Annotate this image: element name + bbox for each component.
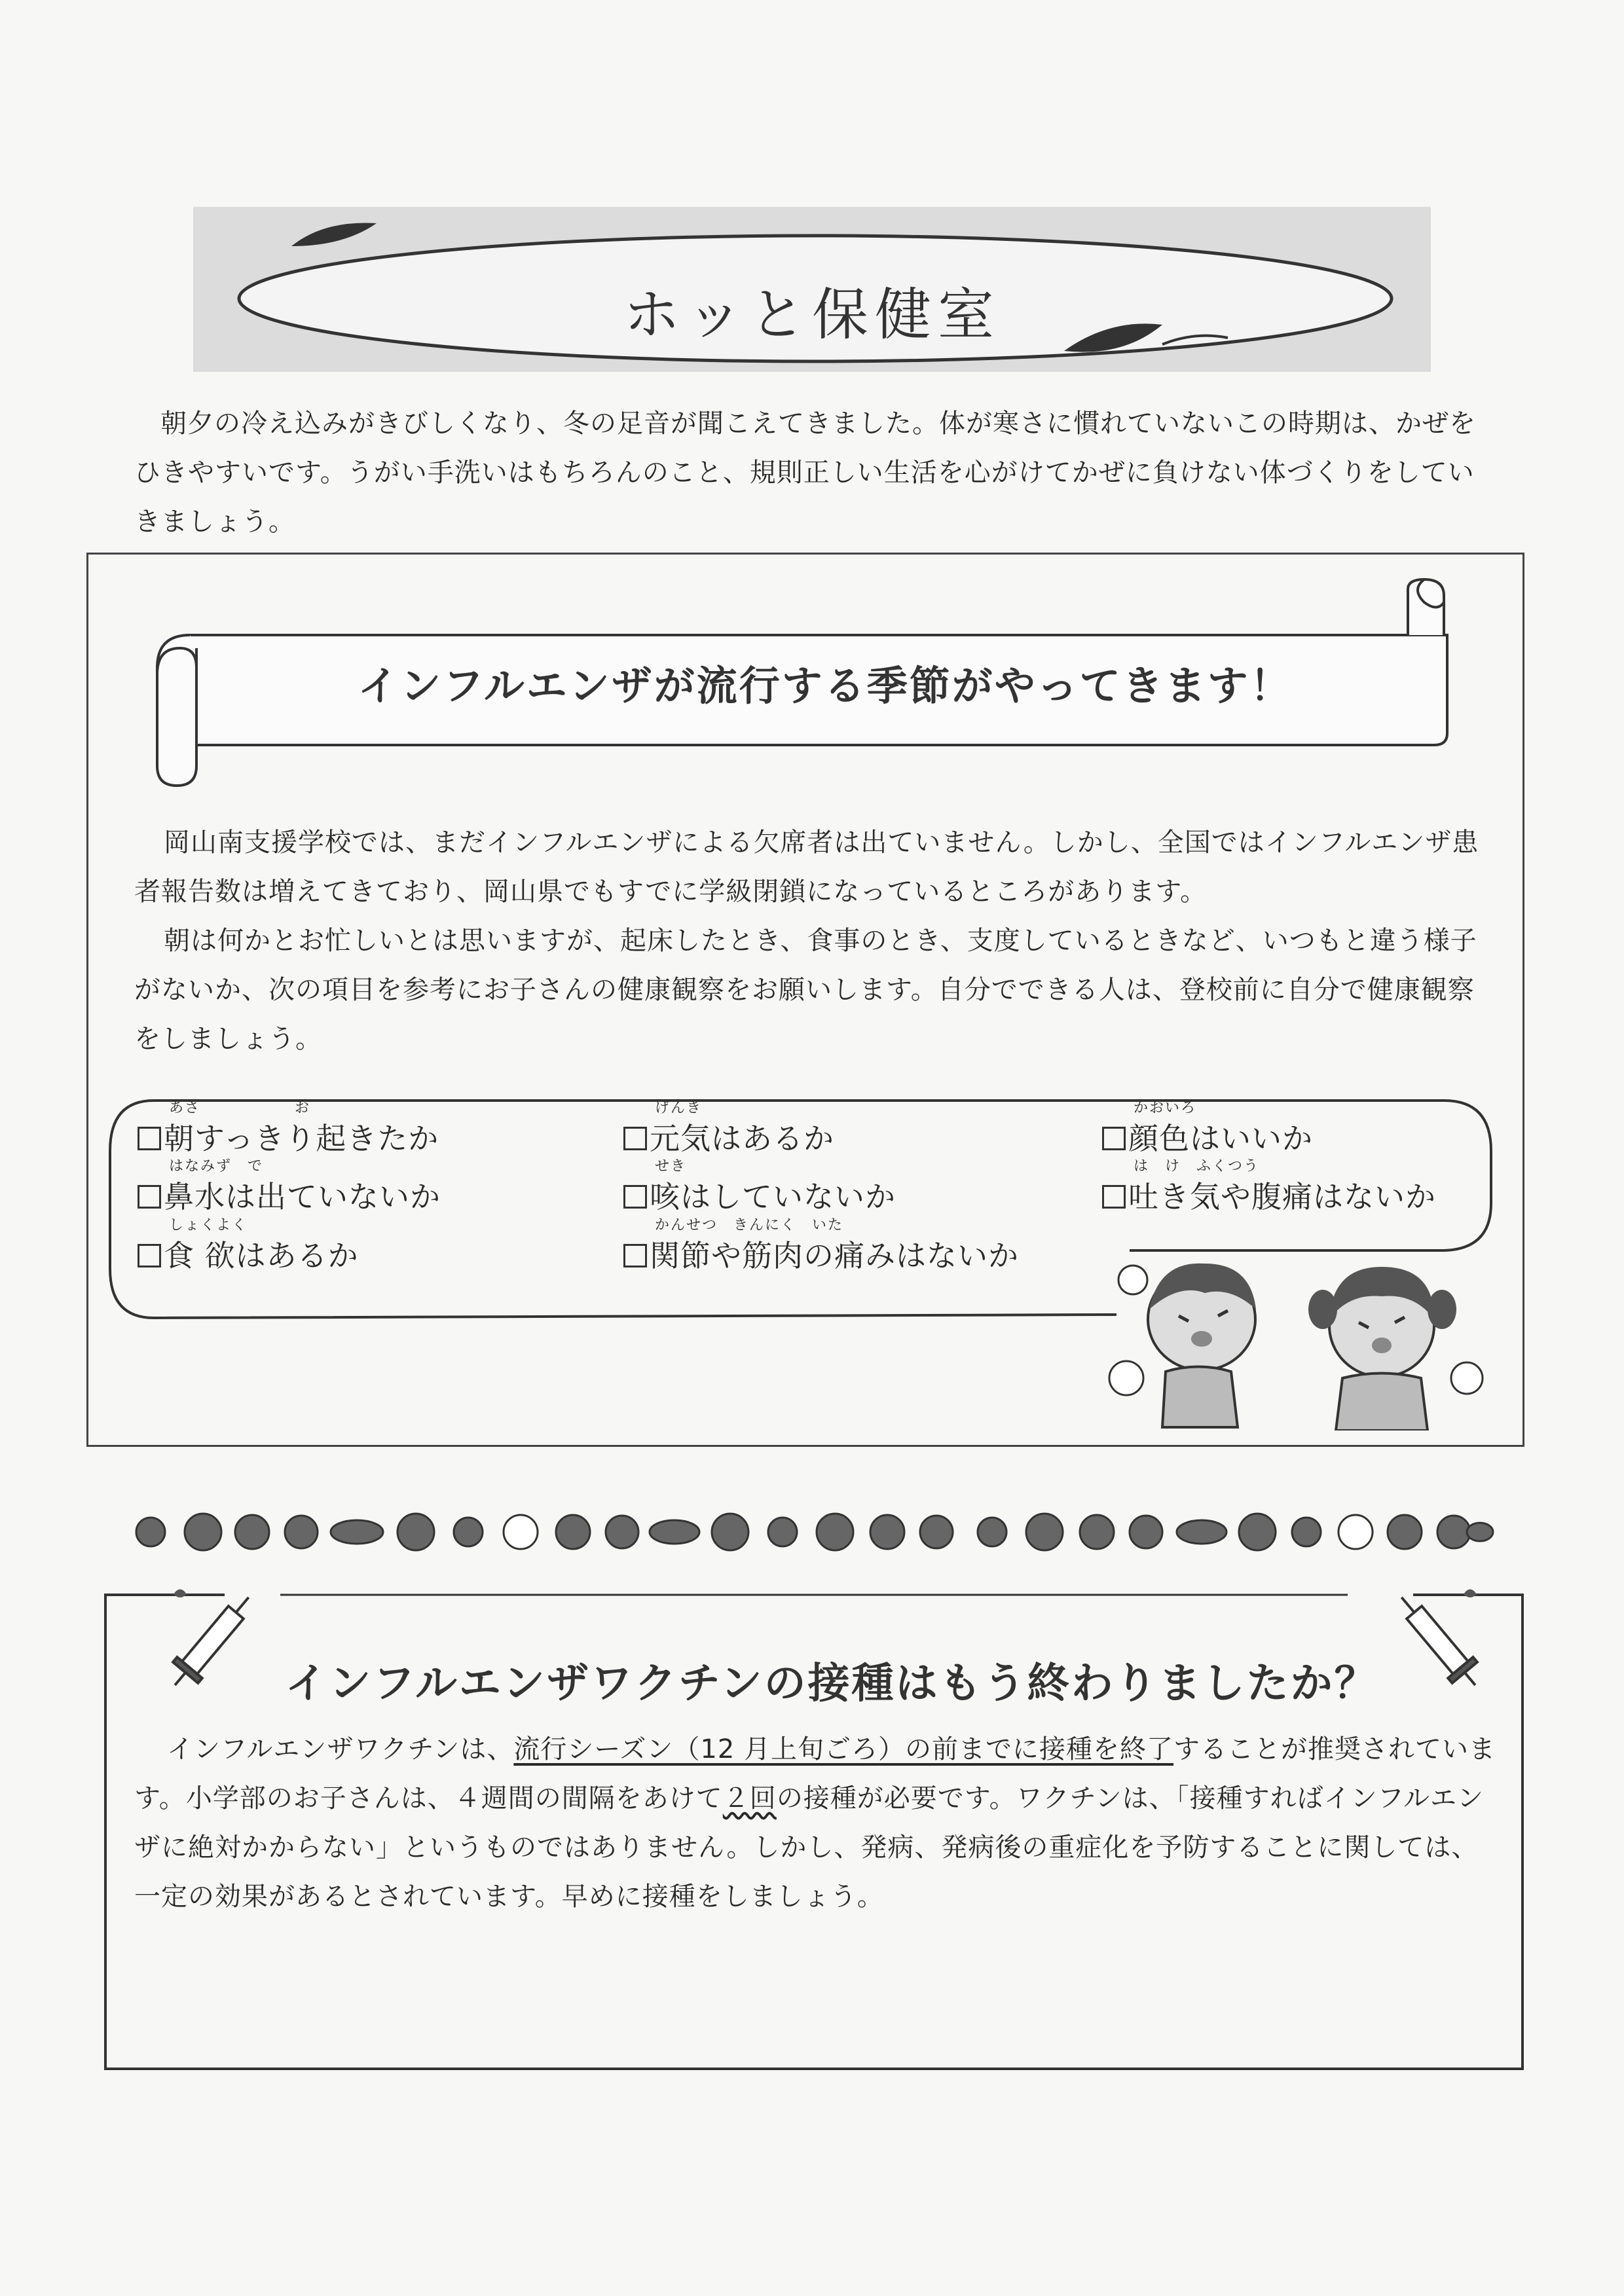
header-banner [193, 207, 1431, 372]
page-title: ホッと保健室 [623, 282, 1001, 348]
coughing-children-illustration [1107, 1247, 1493, 1430]
checklist-item-label: 咳はしていないか [650, 1179, 896, 1214]
section2-text-mid: することが推奨されています。小学部のお子さんは、４週間の間隔をあけて [134, 1734, 1496, 1813]
section1-title: インフルエンザが流行する季節がやってきます！ [358, 662, 1293, 710]
checklist-item-label: 元気はあるか [650, 1121, 834, 1156]
mushroom-icon [768, 1518, 797, 1546]
furigana-reading: かおいろ [1134, 1100, 1197, 1116]
checklist-item [623, 1100, 834, 1158]
chestnut-icon [1080, 1515, 1114, 1549]
girl-icon [1308, 1267, 1483, 1430]
section2-title: インフルエンザワクチンの接種はもう終わりましたか？ [285, 1660, 1378, 1708]
persimmon-icon [712, 1514, 748, 1550]
section1-paragraph: 朝は何かとお忙しいとは思いますが、起床したとき、食事のとき、支度しているときなど、いつもと違う様子がないか、次の項目を参考にお子さんの健康観察をお願いします。自分でできる人は、登校前に自分で健康観察をしましょう。 [134, 926, 1477, 1054]
grapes-icon [1130, 1516, 1162, 1548]
persimmon-icon [817, 1514, 853, 1550]
persimmon-icon [397, 1514, 434, 1550]
chestnut-icon [1388, 1515, 1422, 1549]
food-decoration-row [128, 1506, 1496, 1558]
checklist-item [1102, 1158, 1436, 1216]
checklist-item-label: 朝すっきり起きたか [164, 1121, 439, 1156]
checklist-item [623, 1217, 1019, 1275]
mushroom-icon [136, 1518, 165, 1546]
section1-body [134, 818, 1496, 1064]
mushroom-icon [978, 1518, 1006, 1546]
chestnut-icon [870, 1515, 904, 1549]
syringe-icon [1382, 1578, 1493, 1702]
furigana-reading: かんせつ きんにく いた [655, 1217, 844, 1233]
checkbox-icon [1102, 1185, 1126, 1209]
persimmon-icon [1026, 1514, 1063, 1550]
checklist-item [138, 1158, 441, 1216]
intro-paragraph: 朝夕の冷え込みがきびしくなり、冬の足音が聞こえてきました。体が寒さに慣れていないこの時期は、かぜをひきやすいです。うがい手洗いはもちろんのこと、規則正しい生活を心がけてかぜに負けない体づくりをしていきましょう。 [134, 409, 1476, 537]
checklist-item-label: 関節や筋肉の痛みはないか [650, 1238, 1019, 1273]
section1-paragraph: 岡山南支援学校では、まだインフルエンザによる欠席者は出ていません。しかし、全国ではインフルエンザ患者報告数は増えてきており、岡山県でもすでに学級閉鎖になっているところがあります。 [134, 828, 1479, 907]
checklist-item-label: 食 欲はあるか [164, 1238, 359, 1273]
checklist-item-label: 鼻水は出ていないか [164, 1179, 441, 1214]
section2-paragraph [134, 1725, 1500, 1922]
checklist-item [1102, 1100, 1313, 1158]
furigana-reading: せき [655, 1158, 687, 1175]
furigana-reading: げんき [655, 1100, 703, 1116]
persimmon-icon [1239, 1514, 1276, 1550]
grapes-icon [920, 1516, 953, 1548]
sweet-potato-icon [650, 1520, 699, 1544]
checkbox-icon [623, 1127, 647, 1150]
sweet-potato-icon [331, 1520, 383, 1544]
chestnut-icon [235, 1515, 269, 1549]
checkbox-icon [138, 1244, 161, 1267]
apple-icon [504, 1515, 538, 1549]
checkbox-icon [1102, 1127, 1126, 1150]
checkbox-icon [138, 1185, 161, 1209]
furigana-reading: しょくよく [169, 1217, 248, 1233]
grapes-icon [285, 1516, 318, 1548]
apple-icon [1338, 1515, 1373, 1549]
checklist-item [138, 1100, 439, 1158]
section2-wavy-underlined-text: ２回 [722, 1783, 777, 1813]
checklist-item-label: 顔色はいいか [1128, 1121, 1313, 1156]
section2-underlined-text: 流行シーズン（12 月上旬ごろ）の前までに接種を終了 [513, 1734, 1174, 1764]
checklist-item [623, 1158, 896, 1216]
chestnut-icon [556, 1515, 590, 1549]
furigana-reading: あさ お [169, 1100, 311, 1116]
mushroom-icon [1292, 1518, 1321, 1546]
section2-text-end: の接種が必要です。ワクチンは、「接種すればインフルエンザに絶対かからない」というものではありません。しかし、発病、発病後の重症化を予防することに関しては、一定の効果があるとされています。早めに接種をしましょう。 [134, 1783, 1485, 1912]
checklist-item-label: 吐き気や腹痛はないか [1128, 1179, 1436, 1214]
checklist-item [138, 1217, 359, 1275]
sweet-potato-icon [1177, 1520, 1227, 1544]
sweet-potato-icon [1467, 1523, 1493, 1541]
grapes-icon [1437, 1516, 1470, 1548]
furigana-reading: は け ふくつう [1134, 1158, 1260, 1175]
grapes-icon [606, 1516, 638, 1548]
persimmon-icon [185, 1514, 221, 1550]
checkbox-icon [138, 1127, 161, 1150]
mushroom-icon [454, 1518, 483, 1546]
boy-icon [1109, 1264, 1256, 1427]
syringe-icon [157, 1578, 268, 1702]
leaf-icon [291, 223, 377, 246]
section2-text-start: インフルエンザワクチンは、 [167, 1734, 514, 1764]
checkbox-icon [623, 1185, 647, 1209]
checkbox-icon [623, 1244, 647, 1267]
furigana-reading: はなみず で [169, 1158, 264, 1175]
